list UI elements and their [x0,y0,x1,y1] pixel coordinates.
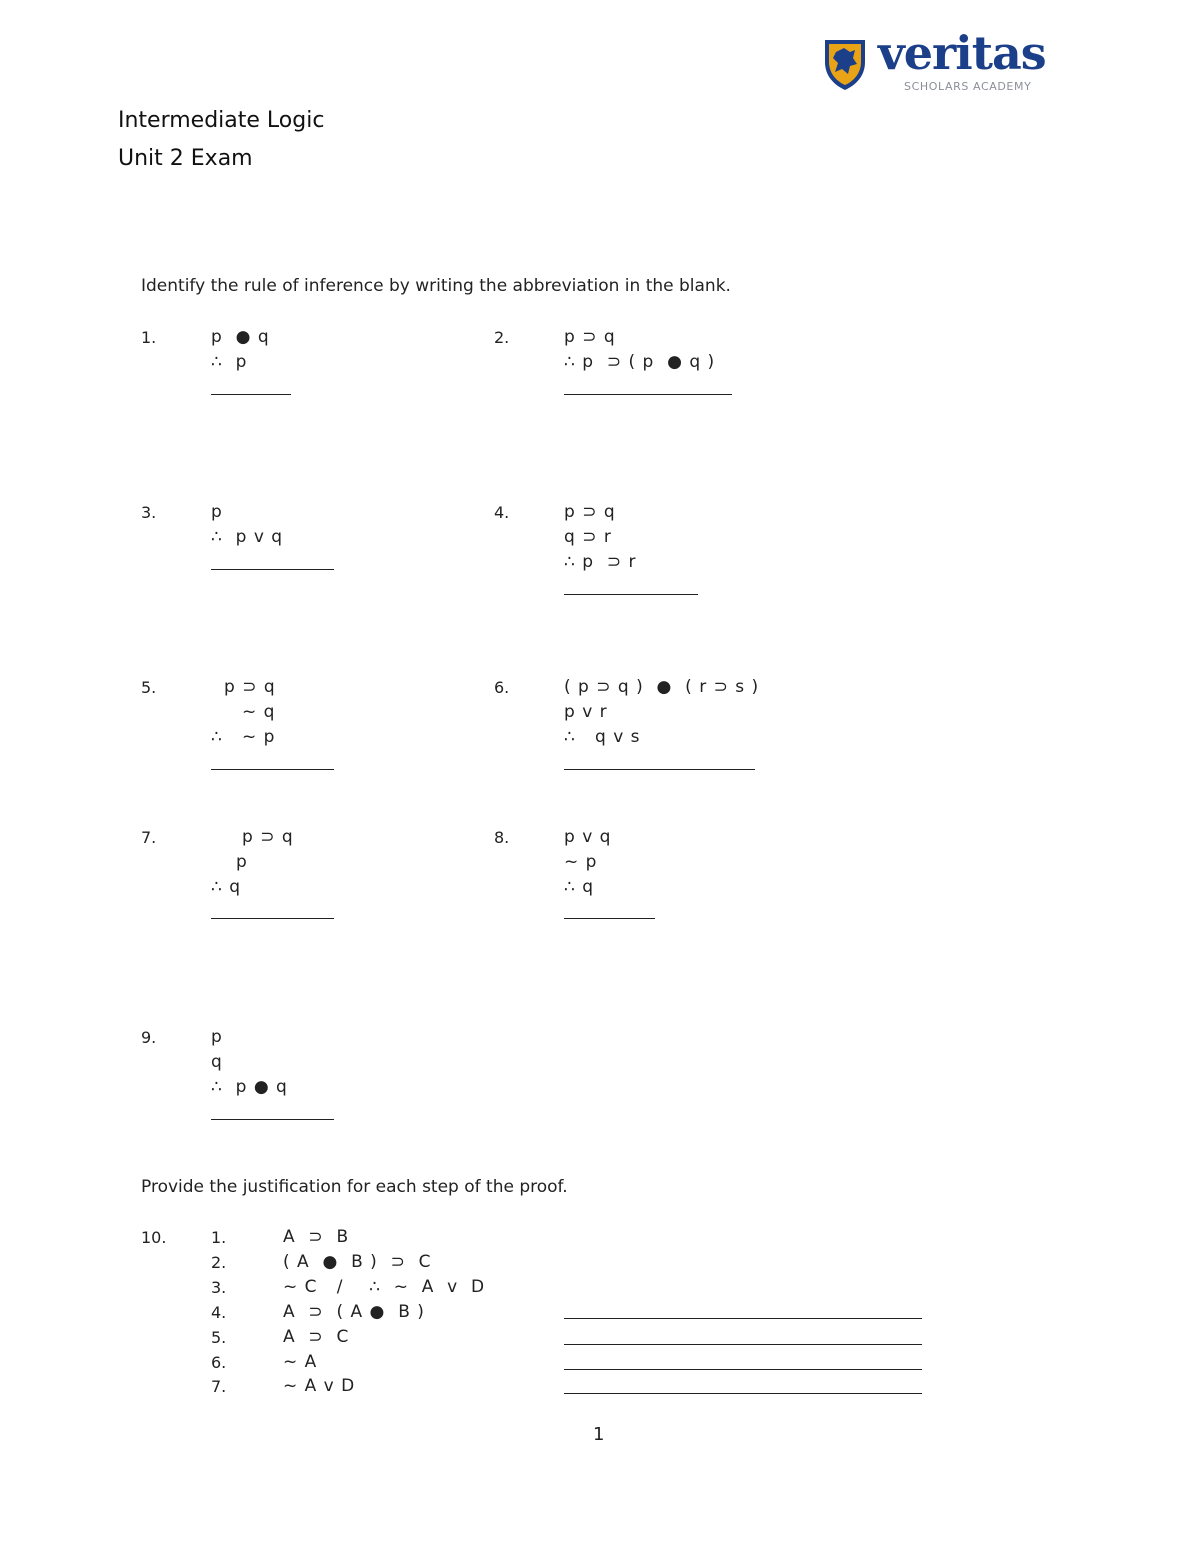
problem-2-line-1: p ⊃ q [564,327,616,347]
problem-1-line-2: ∴ p [211,352,248,372]
problem-1-answer-blank[interactable] [211,394,291,395]
problem-7-answer-blank[interactable] [211,918,334,919]
problem-6-line-3: ∴ q v s [564,727,641,747]
problem-3-line-2: ∴ p v q [211,527,284,547]
problem-4-line-1: p ⊃ q [564,502,616,522]
problem-5-line-2: ~ q [242,702,276,722]
problem-6-answer-blank[interactable] [564,769,755,770]
problem-8-number: 8. [494,828,510,847]
problem-9-number: 9. [141,1028,157,1047]
problem-2-line-2: ∴ p ⊃ ( p ● q ) [564,352,716,372]
course-title: Intermediate Logic [118,108,325,133]
proof-step-1-text: A ⊃ B [283,1227,350,1247]
proof-step-6-justification-blank[interactable] [564,1369,922,1370]
veritas-logo [822,26,1046,98]
problem-6-line-1: ( p ⊃ q ) ● ( r ⊃ s ) [564,677,760,697]
problem-8-line-3: ∴ q [564,877,595,897]
proof-step-4-text: A ⊃ ( A ● B ) [283,1302,425,1322]
page-number: 1 [593,1424,605,1445]
problem-7-number: 7. [141,828,157,847]
proof-step-7-justification-blank[interactable] [564,1393,922,1394]
problem-9-line-1: p [211,1027,223,1047]
proof-step-5-justification-blank[interactable] [564,1344,922,1345]
problem-5-line-1: p ⊃ q [224,677,276,697]
problem-10-number: 10. [141,1228,167,1247]
proof-step-7-number: 7. [211,1377,227,1396]
proof-step-7-text: ~ A v D [283,1376,356,1396]
problem-5-line-3: ∴ ~ p [211,727,276,747]
problem-8-line-2: ~ p [564,852,598,872]
proof-step-1-number: 1. [211,1228,227,1247]
problem-5-answer-blank[interactable] [211,769,334,770]
proof-step-4-number: 4. [211,1303,227,1322]
problem-4-line-3: ∴ p ⊃ r [564,552,637,572]
problem-8-answer-blank[interactable] [564,918,655,919]
problem-4-answer-blank[interactable] [564,594,698,595]
problem-4-line-2: q ⊃ r [564,527,612,547]
problem-6-number: 6. [494,678,510,697]
proof-step-6-number: 6. [211,1353,227,1372]
proof-step-2-text: ( A ● B ) ⊃ C [283,1252,432,1272]
proof-step-6-text: ~ A [283,1352,318,1372]
problem-8-line-1: p v q [564,827,612,847]
proof-step-3-text: ~ C / ∴ ~ A v D [283,1277,486,1297]
problem-1-line-1: p ● q [211,327,270,347]
logo-wordmark: veritas [878,26,1046,80]
section1-instruction: Identify the rule of inference by writing the abbreviation in the blank. [141,276,731,296]
problem-6-line-2: p v r [564,702,608,722]
proof-step-4-justification-blank[interactable] [564,1318,922,1319]
problem-2-answer-blank[interactable] [564,394,732,395]
problem-3-number: 3. [141,503,157,522]
problem-1-number: 1. [141,328,157,347]
problem-5-number: 5. [141,678,157,697]
shield-icon [822,36,868,92]
proof-step-5-text: A ⊃ C [283,1327,350,1347]
proof-step-2-number: 2. [211,1253,227,1272]
problem-7-line-3: ∴ q [211,877,242,897]
problem-9-line-3: ∴ p ● q [211,1077,288,1097]
proof-step-5-number: 5. [211,1328,227,1347]
proof-step-3-number: 3. [211,1278,227,1297]
section2-instruction: Provide the justification for each step of the proof. [141,1177,568,1197]
problem-3-line-1: p [211,502,223,522]
problem-7-line-2: p [236,852,248,872]
problem-2-number: 2. [494,328,510,347]
problem-7-line-1: p ⊃ q [242,827,294,847]
problem-4-number: 4. [494,503,510,522]
logo-subtitle: SCHOLARS ACADEMY [904,80,1032,93]
problem-9-answer-blank[interactable] [211,1119,334,1120]
problem-9-line-2: q [211,1052,223,1072]
exam-title: Unit 2 Exam [118,146,253,171]
problem-3-answer-blank[interactable] [211,569,334,570]
